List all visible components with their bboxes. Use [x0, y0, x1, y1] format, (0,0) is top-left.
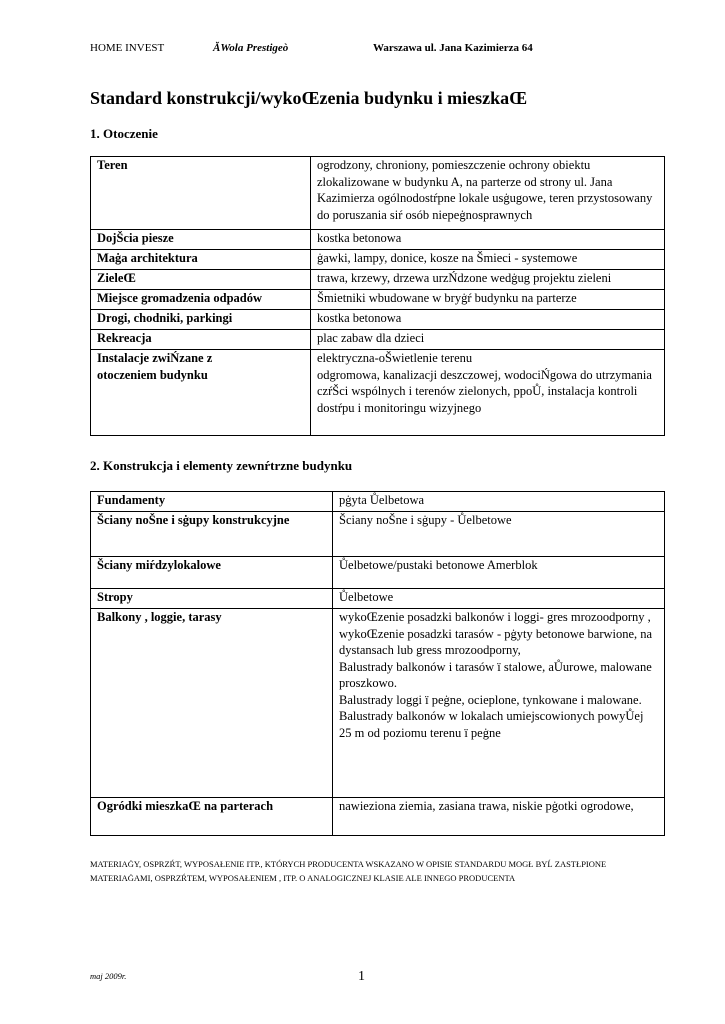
row-label: Maġa architektura — [91, 250, 311, 270]
row-label: Rekreacja — [91, 330, 311, 350]
table-row — [91, 330, 665, 350]
table-otoczenie — [90, 156, 665, 436]
row-label: Instalacje zwiŃzane z otoczeniem budynku — [91, 350, 311, 436]
header-company: HOME INVEST — [90, 42, 165, 54]
row-label: DojŠcia piesze — [91, 230, 311, 250]
row-label: Balkony , loggie, tarasy — [91, 609, 333, 798]
row-label: Ogródki mieszkaŒ na parterach — [91, 798, 333, 836]
table-konstrukcja — [90, 491, 665, 836]
row-value: ġawki, lampy, donice, kosze na Šmieci - systemowe — [311, 250, 665, 270]
table-row — [91, 798, 665, 836]
row-value: nawieziona ziemia, zasiana trawa, niskie pġotki ogrodowe, — [333, 798, 665, 836]
row-value: Šmietniki wbudowane w bryġŕ budynku na parterze — [311, 290, 665, 310]
row-value: Ůelbetowe — [333, 589, 665, 609]
table-row — [91, 250, 665, 270]
row-value: kostka betonowa — [311, 310, 665, 330]
table-row — [91, 350, 665, 436]
row-value: pġyta Ůelbetowa — [333, 492, 665, 512]
row-label: Drogi, chodniki, parkingi — [91, 310, 311, 330]
header-address: Warszawa ul. Jana Kazimierza 64 — [373, 42, 533, 54]
row-value: elektryczna-oŠwietlenie terenu odgromowa, kanalizacji deszczowej, wodociŃgowa do utrzymania czŕŠci wspólnych i terenów zielonych, ppoŮ, instalacja kontroli dostŕpu i monitoringu wizyjnego — [311, 350, 665, 436]
section-heading-otoczenie: 1. Otoczenie — [90, 126, 158, 141]
row-label: Šciany miŕdzylokalowe — [91, 557, 333, 589]
table-row — [91, 230, 665, 250]
table-row — [91, 290, 665, 310]
row-value: ogrodzony, chroniony, pomieszczenie ochrony obiektu zlokalizowane w budynku A, na parterze od strony ul. Jana Kazimierza ogólnodostŕpne lokale usġugowe, teren przystosowany do poruszania siŕ osób niepeġnosprawnych — [311, 157, 665, 230]
row-value: plac zabaw dla dzieci — [311, 330, 665, 350]
table-row — [91, 589, 665, 609]
row-label: Miejsce gromadzenia odpadów — [91, 290, 311, 310]
table-row — [91, 310, 665, 330]
row-label: Teren — [91, 157, 311, 230]
row-label: ZieleŒ — [91, 270, 311, 290]
row-label: Fundamenty — [91, 492, 333, 512]
materials-note: MATERIAĠY, OSPRZŔT, WYPOSAŁENIE ITP., KTÓRYCH PRODUCENTA WSKAZANO W OPISIE STANDARDU MOGŁ BYĹ ZASTŁPIONE MATERIAĠAMI, OSPRZŔTEM, WYPOSAŁENIEM , ITP. O ANALOGICZNEJ KLASIE ALE INNEGO PRODUCENTA — [90, 859, 607, 883]
row-value: wykoŒzenie posadzki balkonów i loggi- gres mrozoodporny , wykoŒzenie posadzki tarasów - pġyty betonowe barwione, na dystansach lub gress mrozoodporny, Balustrady balkonów i tarasów ï stalowe, aŮurowe, malowane proszkowo. Balustrady loggi ï peġne, ocieplone, tynkowane i malowane. Balustrady balkonów w lokalach umiejscowionych powyŮej 25 m od poziomu terenu ï peġne — [333, 609, 665, 798]
table-row — [91, 492, 665, 512]
section-heading-konstrukcja: 2. Konstrukcja i elementy zewnŕtrzne budynku — [90, 458, 353, 473]
table-row — [91, 512, 665, 557]
header-project: ĂWola Prestigeò — [213, 42, 289, 54]
row-label: Šciany noŠne i sġupy konstrukcyjne — [91, 512, 333, 557]
footer-date: maj 2009r. — [90, 971, 127, 981]
document-title: Standard konstrukcji/wykoŒzenia budynku i mieszkaŒ — [90, 88, 528, 108]
row-value: Ůelbetowe/pustaki betonowe Amerblok — [333, 557, 665, 589]
page-number: 1 — [358, 969, 365, 984]
table-row — [91, 157, 665, 230]
table-row — [91, 270, 665, 290]
row-value: Šciany noŠne i sġupy - Ůelbetowe — [333, 512, 665, 557]
row-value: kostka betonowa — [311, 230, 665, 250]
row-label: Stropy — [91, 589, 333, 609]
row-value: trawa, krzewy, drzewa urzŃdzone wedġug projektu zieleni — [311, 270, 665, 290]
table-row — [91, 557, 665, 589]
table-row — [91, 609, 665, 798]
